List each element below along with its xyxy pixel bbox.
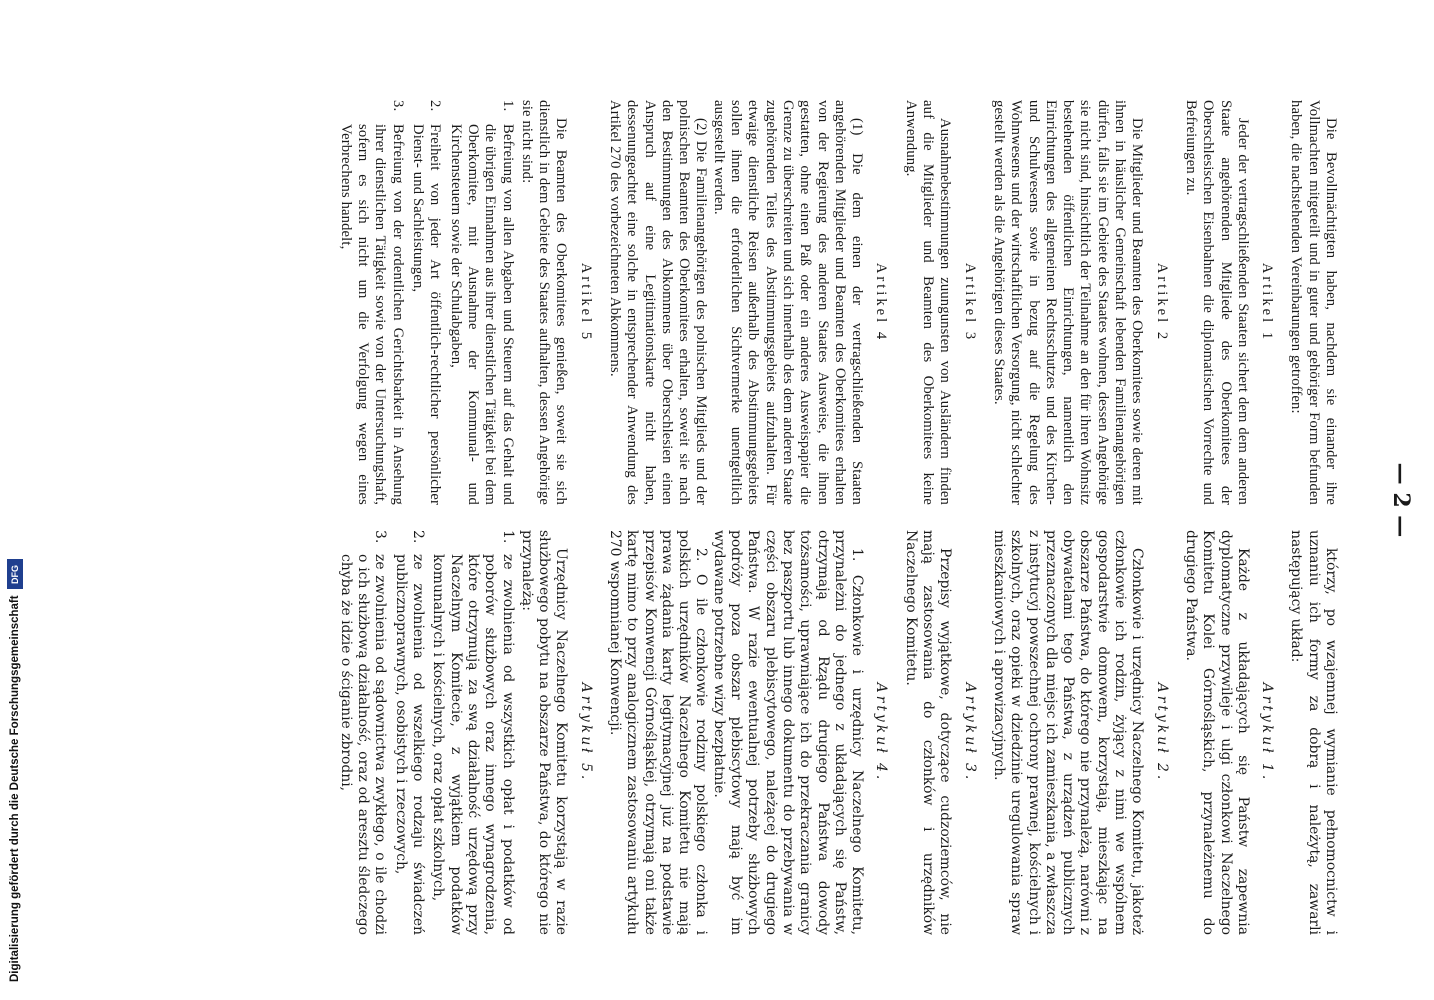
german-column	[159, 100, 1339, 505]
german-article-1-heading: Artikel 1	[1259, 262, 1276, 343]
german-article-2-heading: Artikel 2	[1153, 262, 1170, 343]
dfg-logo: DFG	[7, 559, 23, 589]
item-text: ze zwolnienia od wszystkich opłat i podatków od poborów służbowych oraz innego wynagrodzenia, które otrzymują za swą działalność urzędową przy Naczelnym Komitecie, z wyjątkiem podatków komunalnych i kościelnych, oraz opłat szkolnych,	[430, 554, 516, 935]
item-text: Befreiung von allen Abgaben und Steuern auf das Gehalt und die übrigen Einnahmen aus ihrer dienstlichen Tätigkeit bei dem Oberkomitee, mit Ausnahme der Kommunal- und Kirchensteuern sowie der Schulabgaben,	[447, 124, 516, 505]
item-text: Befreiung von der ordentlichen Gerichtsbarkeit in Ansehung ihrer dienstlichen Tätigkeit sowie von der Untersuchungshaft, sofern es sich nicht um die Verfolgung wegen eines Verbrechens handelt,	[337, 124, 406, 505]
german-article-5-item	[337, 100, 406, 505]
german-article-3-heading: Artikel 3	[961, 262, 978, 343]
page-number: — 2 —	[1388, 462, 1414, 538]
polish-article-1-text: Każde z układających się Państw zapewnia dyplomatyczne przywileje i ulgi członkowi Naczelnego Komitetu Kolei Górnośląskich, przynależnemu do drugiego Państwa.	[1182, 530, 1251, 935]
item-number: 1.	[499, 530, 516, 544]
german-article-5-intro: Die Beamten des Oberkomitees genießen, soweit sie sich dienstlich in dem Gebiete des Staates aufhalten, dessen Angehörige sie nicht sind:	[518, 100, 570, 505]
item-text: ze zwolnienia od wszelkiego rodzaju świadczeń publicznoprawnych, osobistych i rzeczowych,	[392, 554, 427, 935]
german-article-5-heading: Artikel 5	[577, 262, 594, 343]
polish-article-3-heading: Artykuł 3.	[961, 682, 978, 783]
polish-article-5-heading: Artykuł 5.	[577, 682, 594, 783]
german-article-4-para-1: (1) Die dem einen der vertragschließenden Staaten angehörenden Mitglieder und Beamten des Oberkomitees erhalten von der Regierung des anderen Staates Ausweise, die ihnen gestatten, ohne einen Paß oder ein anderes Ausweispapier die Grenze zu überschreiten und sich innerhalb des dem anderen Staate zugehörenden Teiles des Abstimmungsgebiets aufzuhalten. Für etwaige dienstliche Reisen außerhalb des Abstimmungsgebiets sollen ihnen die erforderlichen Sichtvermerke unentgeltlich ausgestellt werden.	[710, 100, 866, 505]
polish-article-2-text: Członkowie i urzędnicy Naczelnego Komitetu, jakoteż członkowie ich rodzin, żyjący z nimi we wspólnem gospodarstwie domowem, korzystają, mieszkając na obszarze Państwa, do którego nie przynależą, narówni z obywatelami tego Państwa, z urządzeń publicznych przeznaczonych dla miejsc ich zamieszkania, a zwłaszcza z instytucyj powszechnej ochrony prawnej, kościelnych i szkolnych, oraz opieki w dziedzinie uregulowania spraw mieszkaniowych i aprowizacyjnych.	[990, 530, 1146, 935]
german-article-2-text: Die Mitglieder und Beamten des Oberkomitees sowie deren mit ihnen in häuslicher Gemeinschaft lebenden Familienangehörigen dürfen, falls sie im Gebiete des Staates wohnen, dessen Angehörige sie nicht sind, hinsichtlich der Teilnahme an den für ihren Wohnsitz bestehenden öffentlichen Einrichtungen, namentlich den Einrichtungen des allgemeinen Rechtsschutzes und des Kirchen- und Schulwesens sowie in bezug auf die Regelung des Wohnwesens und der wirtschaftlichen Versorgung, nicht schlechter gestellt werden als die Angehörigen dieses Staates.	[990, 100, 1146, 505]
polish-article-5-item	[337, 530, 389, 935]
polish-column	[159, 530, 1339, 935]
polish-article-5-item	[429, 530, 515, 935]
footer-text: Digitalisierung gefördert durch die Deutsche Forschungsgemeinschaft	[9, 595, 21, 982]
item-number: 2.	[427, 100, 444, 112]
column-divider	[169, 503, 1339, 504]
polish-article-2-heading: Artykuł 2.	[1153, 682, 1170, 783]
german-article-5-item	[446, 100, 515, 505]
german-intro: Die Bevollmächtigten haben, nachdem sie einander ihre Vollmachten mitgeteilt und in guter und gehöriger Form befunden haben, die nachstehenden Vereinbarungen getroffen:	[1288, 100, 1339, 505]
digitization-footer	[4, 10, 26, 982]
item-text: Freiheit von jeder Art öffentlich-rechtlicher persönlicher Dienst- und Sachleistungen,	[410, 124, 444, 505]
polish-article-3-text: Przepisy wyjątkowe, dotyczące cudzoziemców, nie mają zastosowania do członków i urzędników Naczelnego Komitetu.	[902, 530, 954, 935]
polish-intro: którzy, po wzajemnej wymianie pełnomocnictw i uznaniu ich formy za dobrą i należytą, zawarli następujący układ:	[1288, 530, 1339, 935]
german-article-5-item	[409, 100, 444, 505]
german-article-4-para-2: (2) Die Familienangehörigen des polnischen Mitglieds und der polnischen Beamten des Oberkomitees erhalten, soweit sie nach den Bestimmungen des Abkommens über Oberschlesien einen Anspruch auf eine Legitimationskarte nicht haben, dessenungeachtet eine solche in entsprechender Anwendung des Artikel 270 des vorbezeichneten Abkommens.	[607, 100, 710, 505]
polish-article-4-heading: Artykuł 4.	[873, 682, 890, 783]
polish-article-4-para-2: 2. O ile członkowie rodziny polskiego członka i polskich urzędników Naczelnego Komitetu nie mają prawa żądania karty legitymacyjnej już na podstawie przepisów Konwencji Górnośląskiej, otrzymają oni także kartę mimo to przy analogicznem zastosowaniu artykułu 270 wspomnianej Konwencji.	[607, 530, 710, 935]
polish-article-5-item	[391, 530, 426, 935]
german-article-1-text: Jeder der vertragschließenden Staaten sichert dem dem anderen Staate angehörenden Mitgliede des Oberkomitees der Oberschlesischen Eisenbahnen die diplomatischen Vorrechte und Befreiungen zu.	[1182, 100, 1251, 505]
item-number: 1.	[499, 100, 516, 112]
item-text: ze zwolnienia od sądownictwa zwykłego, o ile chodzi o ich służbową działalność, oraz od aresztu śledczego chyba że idzie o ściganie zbrodni,	[337, 554, 389, 935]
german-article-4-heading: Artikel 4	[873, 262, 890, 343]
german-article-3-text: Ausnahmebestimmungen zuungunsten von Ausländern finden auf die Mitglieder und Beamten des Oberkomitees keine Anwendung.	[902, 100, 954, 505]
polish-article-1-heading: Artykuł 1.	[1259, 682, 1276, 783]
item-number: 2.	[410, 530, 427, 544]
polish-article-4-para-1: 1. Członkowie i urzędnicy Naczelnego Komitetu, przynależni do jednego z układających się Państw, otrzymają od Rządu drugiego Państwa dowody tożsamości, uprawniające ich do przekraczania granicy bez paszportu lub innego dokumentu do przebywania w części obszaru plebiscytowego, należącej do drugiego Państwa. W razie ewentualnej potrzeby służbowych podróży poza obszar plebiscytowy mają być im wydawane potrzebne wizy bezpłatnie.	[710, 530, 866, 935]
polish-article-5-intro: Urzędnicy Naczelnego Komitetu korzystają w razie służbowego pobytu na obszarze Państwa, do którego nie przynależą:	[518, 530, 570, 935]
item-number: 3.	[372, 530, 389, 544]
item-number: 3.	[389, 100, 406, 112]
